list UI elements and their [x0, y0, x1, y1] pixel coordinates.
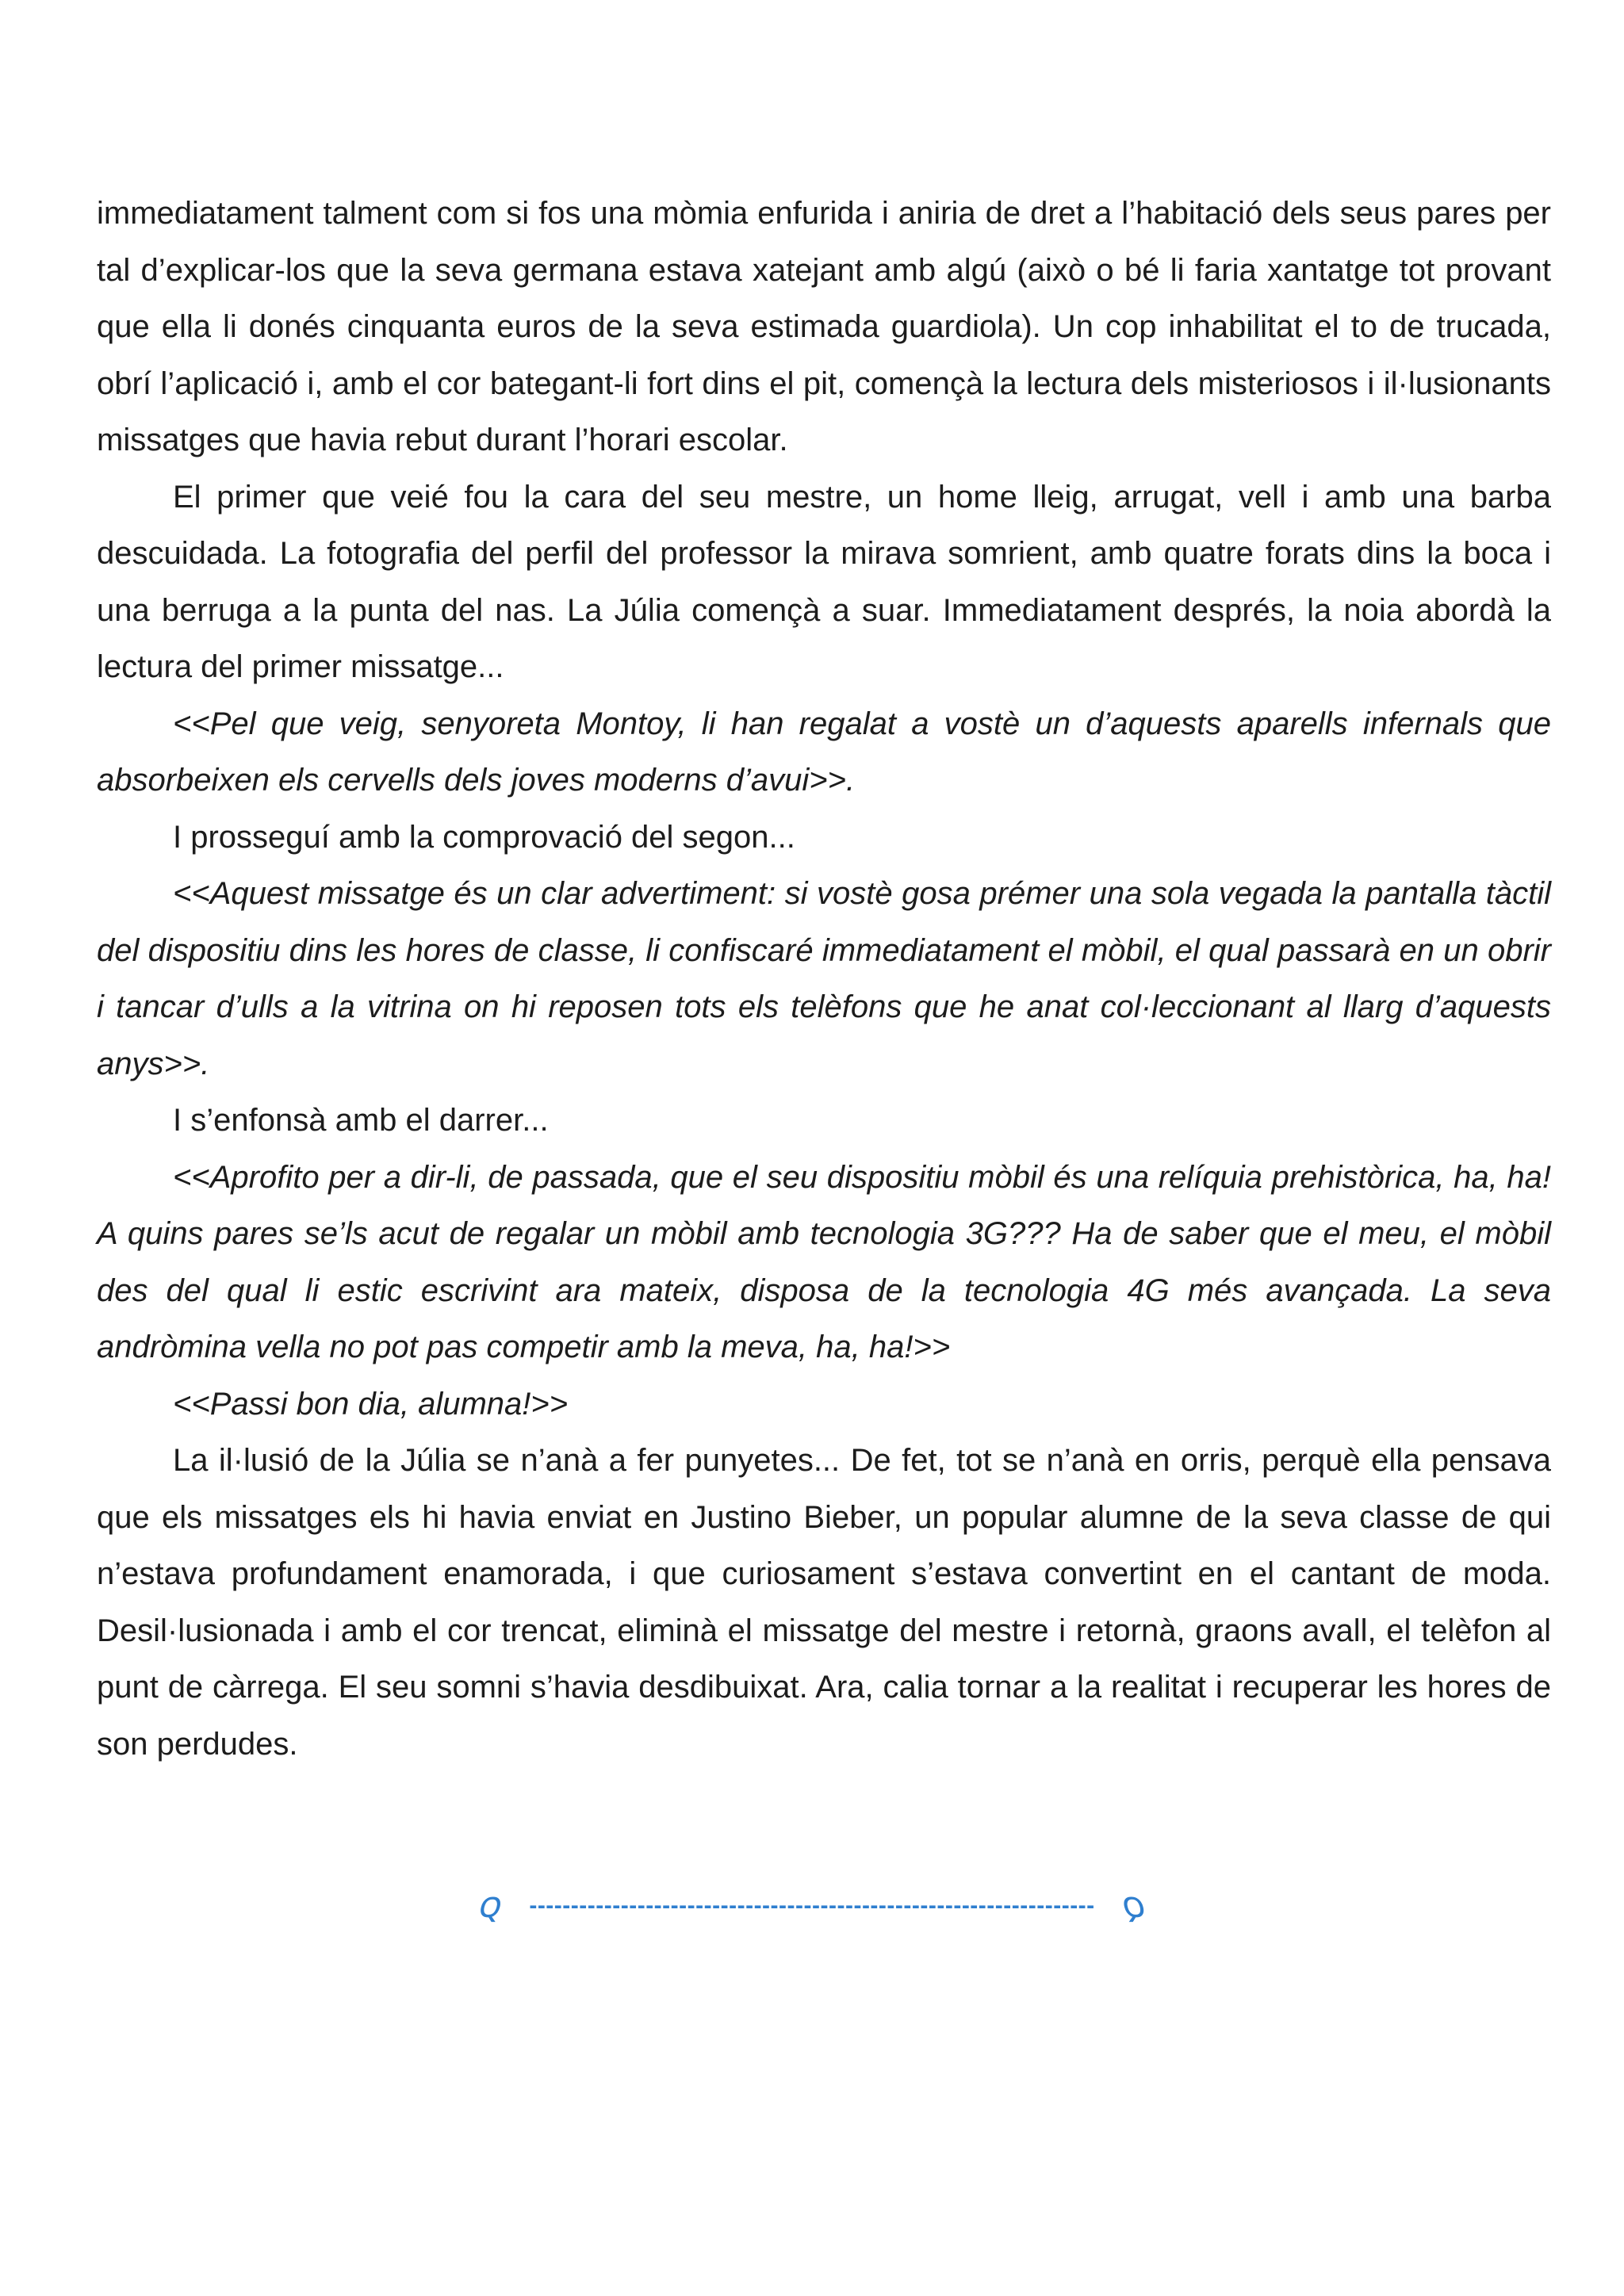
quoted-message: <<Aprofito per a dir-li, de passada, que el seu dispositiu mòbil és una relíquia prehistòrica, ha, ha! A quins pares se’ls acut de regalar un mòbil amb tecnologia 3G??? Ha de saber que el meu, el mòbil des del qual li estic escrivint ara mateix, disposa de la tecnologia 4G més avançada. La seva andròmina vella no pot pas competir amb la meva, ha, ha!>> [97, 1159, 1551, 1364]
fleuron-left-icon: ꞯ [477, 1885, 500, 1927]
text-body [97, 186, 1551, 1773]
separator-dashes: -------------------------------------------------------------------- [529, 1892, 1095, 1919]
paragraph: I prosseguí amb la comprovació del segon... [173, 819, 795, 855]
section-separator [0, 1881, 1624, 1930]
quoted-message: <<Aquest missatge és un clar advertiment: si vostè gosa prémer una sola vegada la pantalla tàctil del dispositiu dins les hores de classe, li confiscaré immediatament el mòbil, el qual passarà en un obrir i tancar d’ulls a la vitrina on hi reposen tots els telèfons que he anat col·leccionant al llarg d’aquests anys>>. [97, 876, 1551, 1081]
quoted-message: <<Passi bon dia, alumna!>> [173, 1386, 569, 1422]
paragraph: immediatament talment com si fos una mòmia enfurida i aniria de dret a l’habitació dels seus pares per tal d’explicar-los que la seva germana estava xatejant amb algú (això o bé li faria xantatge tot provant que ella li donés cinquanta euros de la seva estimada guardiola). Un cop inhabilitat el to de trucada, obrí l’aplicació i, amb el cor bategant-li fort dins el pit, començà la lectura dels misteriosos i il·lusionants missatges que havia rebut durant l’horari escolar. [97, 196, 1551, 457]
paragraph: La il·lusió de la Júlia se n’anà a fer punyetes... De fet, tot se n’anà en orris, perquè ella pensava que els missatges els hi havia enviat en Justino Bieber, un popular alumne de la seva classe de qui n’estava profundament enamorada, i que curiosament s’estava convertint en el cantant de moda. Desil·lusionada i amb el cor trencat, eliminà el missatge del mestre i retornà, graons avall, el telèfon al punt de càrrega. El seu somni s’havia desdibuixat. Ara, calia tornar a la realitat i recuperar les hores de son perdudes. [97, 1443, 1551, 1762]
paragraph: I s’enfonsà amb el darrer... [173, 1103, 549, 1138]
quoted-message: <<Pel que veig, senyoreta Montoy, li han regalat a vostè un d’aquests aparells infernals que absorbeixen els cervells dels joves moderns d’avui>>. [97, 706, 1551, 798]
paragraph: El primer que veié fou la cara del seu mestre, un home lleig, arrugat, vell i amb una barba descuidada. La fotografia del perfil del professor la mirava somrient, amb quatre forats dins la boca i una berruga a la punta del nas. La Júlia començà a suar. Immediatament després, la noia abordà la lectura del primer missatge... [97, 479, 1551, 684]
fleuron-right-icon: ꞯ [1124, 1885, 1147, 1927]
